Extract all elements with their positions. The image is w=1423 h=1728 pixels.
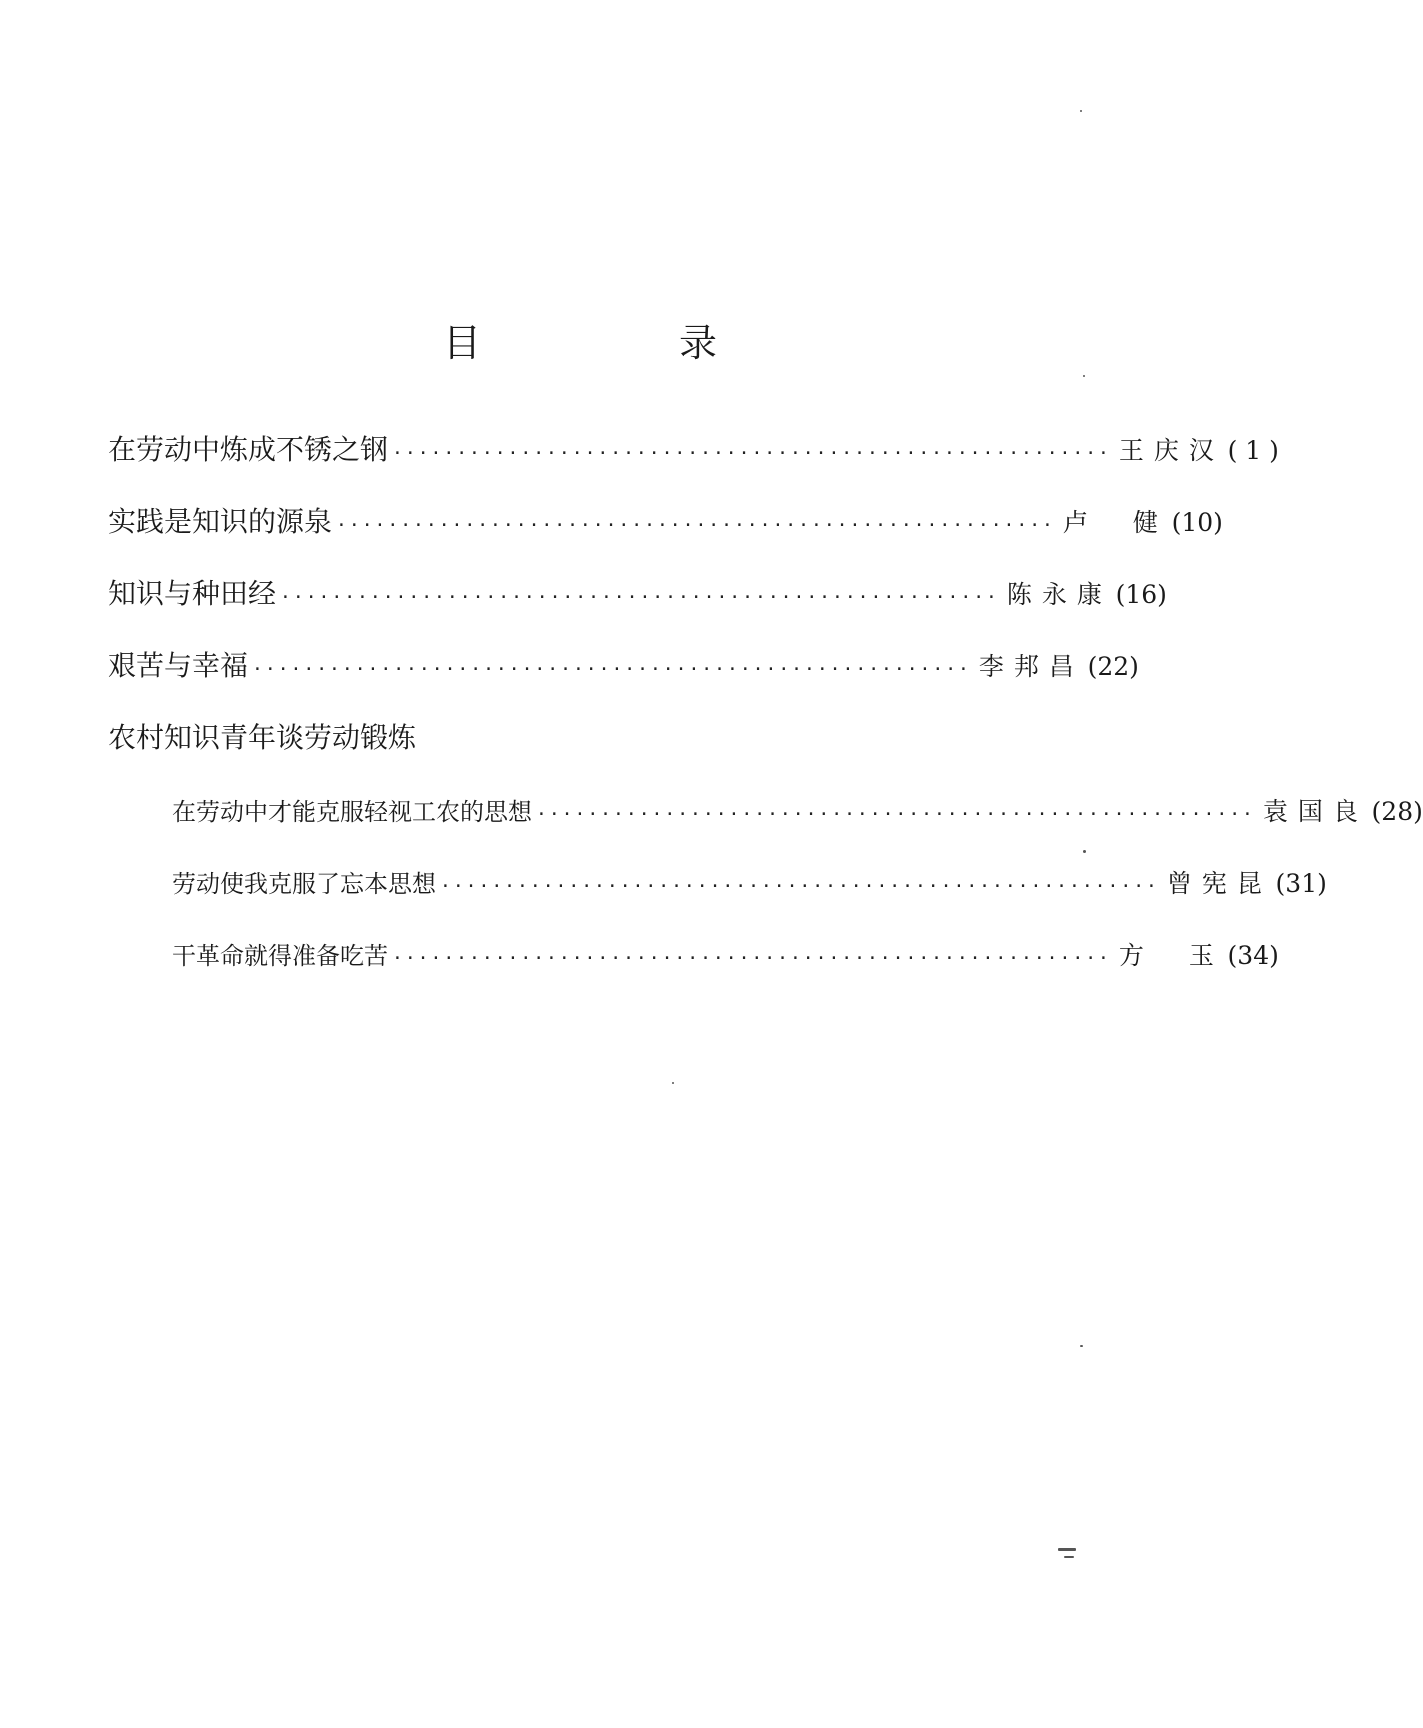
scan-speck xyxy=(1083,375,1085,377)
toc-entry-author: 李邦昌 xyxy=(978,652,1084,681)
scan-speck xyxy=(672,1082,674,1084)
toc-entry-page: (22) xyxy=(1087,652,1139,681)
toc-entry-page: ( 1 ) xyxy=(1227,436,1279,465)
toc-entry-author: 王庆汉 xyxy=(1118,436,1224,465)
toc-sub-entry[interactable] xyxy=(108,864,1327,936)
toc-leader-dots: ························································ xyxy=(536,804,1255,825)
toc-entry-title: 在劳动中炼成不锈之钢 xyxy=(108,433,389,466)
toc-sub-entry-page: (28) xyxy=(1371,797,1423,826)
toc-entry-title: 艰苦与幸福 xyxy=(108,649,249,682)
toc-entry[interactable] xyxy=(108,644,1139,716)
scan-speck xyxy=(1080,1345,1083,1347)
toc-sub-entry-author: 方 玉 xyxy=(1118,941,1224,970)
toc-entry-title: 实践是知识的源泉 xyxy=(108,505,333,538)
toc-leader-dots: ························································ xyxy=(392,443,1111,464)
toc-entry-page: (16) xyxy=(1115,580,1167,609)
toc-leader-dots: ························································ xyxy=(392,948,1111,969)
scan-speck xyxy=(1058,1548,1076,1551)
toc-entry-title: 知识与种田经 xyxy=(108,577,277,610)
toc-sub-entry-author: 曾宪昆 xyxy=(1166,869,1272,898)
toc-sub-entry[interactable] xyxy=(108,792,1423,864)
toc-sub-entry-author: 袁国良 xyxy=(1262,797,1368,826)
toc-sub-entry-page: (31) xyxy=(1275,869,1327,898)
toc-entry-page: (10) xyxy=(1171,508,1223,537)
scan-speck xyxy=(1083,850,1086,853)
scan-speck xyxy=(1064,1556,1074,1558)
toc-leader-dots: ························································ xyxy=(252,659,971,680)
toc-entry-author: 陈永康 xyxy=(1006,580,1112,609)
toc-sub-entry-title: 劳动使我克服了忘本思想 xyxy=(172,870,436,898)
table-of-contents xyxy=(108,428,1423,1008)
scan-speck xyxy=(1080,110,1082,112)
toc-sub-entry-title: 在劳动中才能克服轻视工农的思想 xyxy=(172,798,532,826)
toc-entry-author: 卢 健 xyxy=(1062,508,1168,537)
toc-entry[interactable] xyxy=(108,500,1223,572)
toc-sub-entry-title: 干革命就得准备吃苦 xyxy=(172,942,388,970)
toc-sub-entry[interactable] xyxy=(108,936,1279,1008)
toc-entry[interactable] xyxy=(108,572,1167,644)
page-title: 目 录 xyxy=(442,321,797,365)
toc-leader-dots: ························································ xyxy=(280,587,999,608)
toc-sub-entry-page: (34) xyxy=(1227,941,1279,970)
toc-section-heading[interactable] xyxy=(108,716,936,792)
toc-leader-dots: ························································ xyxy=(336,515,1055,536)
toc-leader-dots: ························································ xyxy=(440,876,1159,897)
toc-section-title: 农村知识青年谈劳动锻炼 xyxy=(108,721,417,754)
toc-entry[interactable] xyxy=(108,428,1279,500)
